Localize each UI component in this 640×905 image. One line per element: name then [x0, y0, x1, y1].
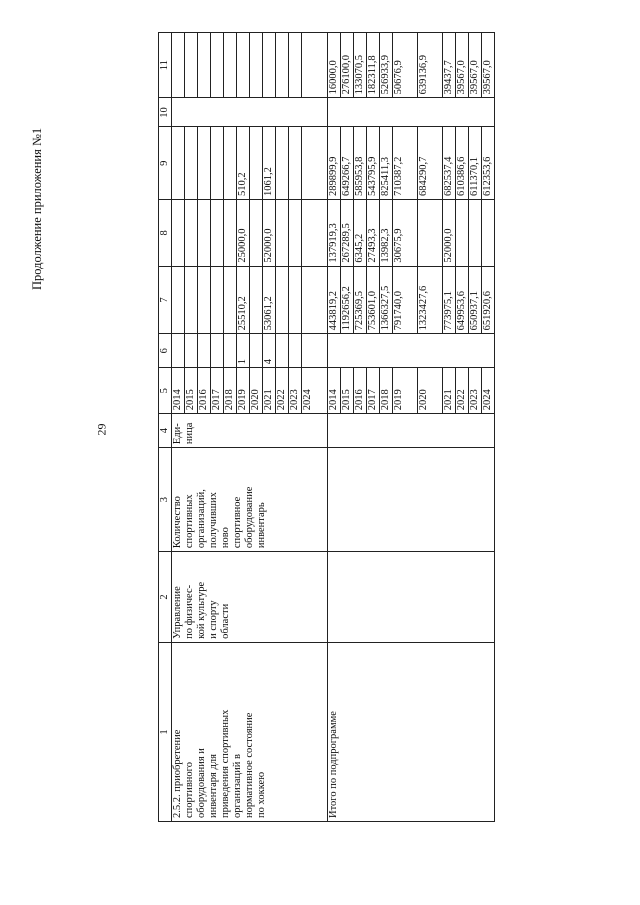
stack-cell: 39567,0	[482, 60, 493, 95]
stack-cell: 610386,6	[456, 127, 469, 199]
stack-cell: 2015	[341, 368, 354, 413]
stack-cell	[302, 127, 314, 199]
stack-cell	[276, 33, 289, 97]
row-total	[328, 33, 495, 822]
stack-cell: 1061,2	[263, 127, 276, 199]
stack-cell: 526933,9	[380, 33, 393, 97]
stack-cell	[289, 334, 302, 367]
stack-cell: 1366327,5	[380, 267, 393, 334]
row2-col7	[328, 266, 495, 334]
stack-cell	[185, 200, 198, 266]
row2-executor	[328, 552, 495, 643]
stack-cell	[224, 200, 237, 266]
page-number: 29	[94, 423, 109, 436]
stack-cell: 27493,3	[367, 200, 380, 266]
row1-col6	[172, 334, 328, 368]
stack-cell	[289, 33, 302, 97]
stack-cell	[482, 200, 494, 266]
stack-cell: 1323427,6	[418, 267, 443, 334]
stack-cell: 289899,9	[328, 127, 341, 199]
stack-cell	[224, 33, 237, 97]
stack-cell: 543795,9	[367, 127, 380, 199]
stack-cell: 39437,7	[443, 33, 456, 97]
stack-cell	[198, 267, 211, 334]
header-col-4: 4	[159, 414, 172, 448]
stack-cell	[237, 33, 250, 97]
stack-cell	[185, 267, 198, 334]
row1-col10	[172, 98, 328, 127]
stack-cell	[289, 127, 302, 199]
stack-cell: 2017	[367, 368, 380, 413]
stack-cell	[250, 127, 263, 199]
row2-col10	[328, 98, 495, 127]
stack-cell: 6345,2	[354, 200, 367, 266]
stack-cell	[211, 33, 224, 97]
row2-indicator	[328, 448, 495, 552]
header-col-11: 11	[159, 33, 172, 98]
row1-indicator: Количество спортивных организаций, получивших ново спортивное оборудование инвентарь	[172, 448, 328, 552]
stack-cell: 2024	[302, 389, 313, 411]
stack-cell: 649266,7	[341, 127, 354, 199]
stack-cell: 50676,9	[393, 33, 418, 97]
header-col-6: 6	[159, 334, 172, 368]
stack-cell	[172, 200, 185, 266]
stack-cell: 612353,6	[482, 156, 493, 197]
header-col-2: 2	[159, 552, 172, 643]
stack-cell	[302, 267, 314, 334]
stack-cell	[250, 200, 263, 266]
stack-cell	[172, 33, 185, 97]
stack-cell: 510,2	[237, 127, 250, 199]
stack-cell: 2021	[443, 368, 456, 413]
header-row	[159, 33, 172, 822]
row2-col8	[328, 200, 495, 267]
stack-cell	[172, 127, 185, 199]
stack-cell: 2016	[198, 368, 211, 413]
stack-cell: 30675,9	[393, 200, 418, 266]
stack-cell: 267289,5	[341, 200, 354, 266]
stack-cell: 443819,2	[328, 267, 341, 334]
stack-cell: 137919,3	[328, 200, 341, 266]
stack-cell: 611370,1	[469, 127, 482, 199]
stack-cell: 25000,0	[237, 200, 250, 266]
stack-cell	[198, 127, 211, 199]
stack-cell	[276, 334, 289, 367]
stack-cell: 2021	[263, 368, 276, 413]
stack-cell: 2020	[418, 368, 443, 413]
stack-cell	[224, 127, 237, 199]
stack-cell: 684290,7	[418, 127, 443, 199]
stack-cell: 16000,0	[328, 33, 341, 97]
stack-cell: 2014	[328, 368, 341, 413]
stack-cell: 2017	[211, 368, 224, 413]
stack-cell	[211, 127, 224, 199]
stack-cell: 53061,2	[263, 267, 276, 334]
stack-cell: 2022	[456, 368, 469, 413]
stack-cell	[211, 267, 224, 334]
stack-cell	[185, 33, 198, 97]
stack-cell: 2020	[250, 368, 263, 413]
stack-cell	[185, 334, 198, 367]
stack-cell	[211, 200, 224, 266]
stack-cell: 2016	[354, 368, 367, 413]
stack-cell	[469, 200, 482, 266]
stack-cell	[172, 334, 185, 367]
stack-cell: 585953,8	[354, 127, 367, 199]
header-col-7: 7	[159, 266, 172, 334]
stack-cell	[250, 33, 263, 97]
stack-cell: 649953,6	[456, 267, 469, 334]
stack-cell: 753601,0	[367, 267, 380, 334]
stack-cell: 2019	[393, 368, 418, 413]
row1-name: 2.5.2. приобретение спортивного оборудования и инвентаря для приведения спортивных организаций в нормативное состояние по хоккею	[172, 642, 328, 821]
stack-cell	[276, 267, 289, 334]
stack-cell: 2022	[276, 368, 289, 413]
rotated-sheet	[158, 32, 560, 822]
row2-years	[328, 368, 495, 414]
stack-cell: 2024	[482, 389, 493, 411]
stack-cell	[198, 200, 211, 266]
stack-cell: 133070,5	[354, 33, 367, 97]
stack-cell	[289, 267, 302, 334]
header-col-3: 3	[159, 448, 172, 552]
stack-cell: 13982,3	[380, 200, 393, 266]
stack-cell: 651920,6	[482, 290, 493, 331]
row1-col7	[172, 266, 328, 334]
stack-cell	[198, 33, 211, 97]
row2-unit	[328, 414, 495, 448]
stack-cell: 2023	[289, 368, 302, 413]
stack-cell	[276, 127, 289, 199]
stack-cell	[224, 334, 237, 367]
stack-cell: 639136,9	[418, 33, 443, 97]
row-equipment	[172, 33, 328, 822]
program-table	[158, 32, 495, 822]
header-col-10: 10	[159, 98, 172, 127]
stack-cell: 25510,2	[237, 267, 250, 334]
row1-col11	[172, 33, 328, 98]
stack-cell: 650937,1	[469, 267, 482, 334]
stack-cell: 39567,0	[456, 33, 469, 97]
stack-cell	[289, 200, 302, 266]
stack-cell: 710387,2	[393, 127, 418, 199]
stack-cell: 791740,0	[393, 267, 418, 334]
row1-col9	[172, 127, 328, 200]
row2-name: Итого по подпрограмме	[328, 642, 495, 821]
stack-cell: 2023	[469, 368, 482, 413]
stack-cell	[172, 267, 185, 334]
stack-cell: 1	[237, 334, 250, 367]
stack-cell: 52000,0	[263, 200, 276, 266]
stack-cell	[276, 200, 289, 266]
stack-cell: 276100,0	[341, 33, 354, 97]
stack-cell	[302, 33, 314, 97]
stack-cell	[302, 334, 314, 367]
stack-cell: 825411,3	[380, 127, 393, 199]
stack-cell: 52000,0	[443, 200, 456, 266]
row1-col8	[172, 200, 328, 267]
stack-cell	[250, 267, 263, 334]
stack-cell	[198, 334, 211, 367]
header-col-8: 8	[159, 200, 172, 267]
stack-cell	[211, 334, 224, 367]
stack-cell	[250, 334, 263, 367]
header-col-9: 9	[159, 127, 172, 200]
row1-executor: Управление по физичес- кой культуре и спорту области	[172, 552, 328, 643]
stack-cell: 2018	[380, 368, 393, 413]
stack-cell: 2018	[224, 368, 237, 413]
stack-cell	[224, 267, 237, 334]
stack-cell: 4	[263, 334, 276, 367]
stack-cell: 39567,0	[469, 33, 482, 97]
row2-col6	[328, 334, 495, 368]
stack-cell: 2014	[172, 368, 185, 413]
stack-cell	[302, 200, 314, 266]
stack-cell	[185, 127, 198, 199]
stack-cell: 182311,8	[367, 33, 380, 97]
header-col-1: 1	[159, 642, 172, 821]
appendix-title: Продолжение приложения №1	[30, 127, 44, 290]
row1-unit: Еди- ница	[172, 414, 328, 448]
stack-cell	[456, 200, 469, 266]
header-col-5: 5	[159, 368, 172, 414]
stack-cell: 2019	[237, 368, 250, 413]
stack-cell: 773975,1	[443, 267, 456, 334]
stack-cell: 725369,5	[354, 267, 367, 334]
row1-years	[172, 368, 328, 414]
stack-cell: 682537,4	[443, 127, 456, 199]
stack-cell	[263, 33, 276, 97]
stack-cell: 2015	[185, 368, 198, 413]
stack-cell	[418, 200, 443, 266]
row2-col9	[328, 127, 495, 200]
row2-col11	[328, 33, 495, 98]
stack-cell: 1192656,2	[341, 267, 354, 334]
